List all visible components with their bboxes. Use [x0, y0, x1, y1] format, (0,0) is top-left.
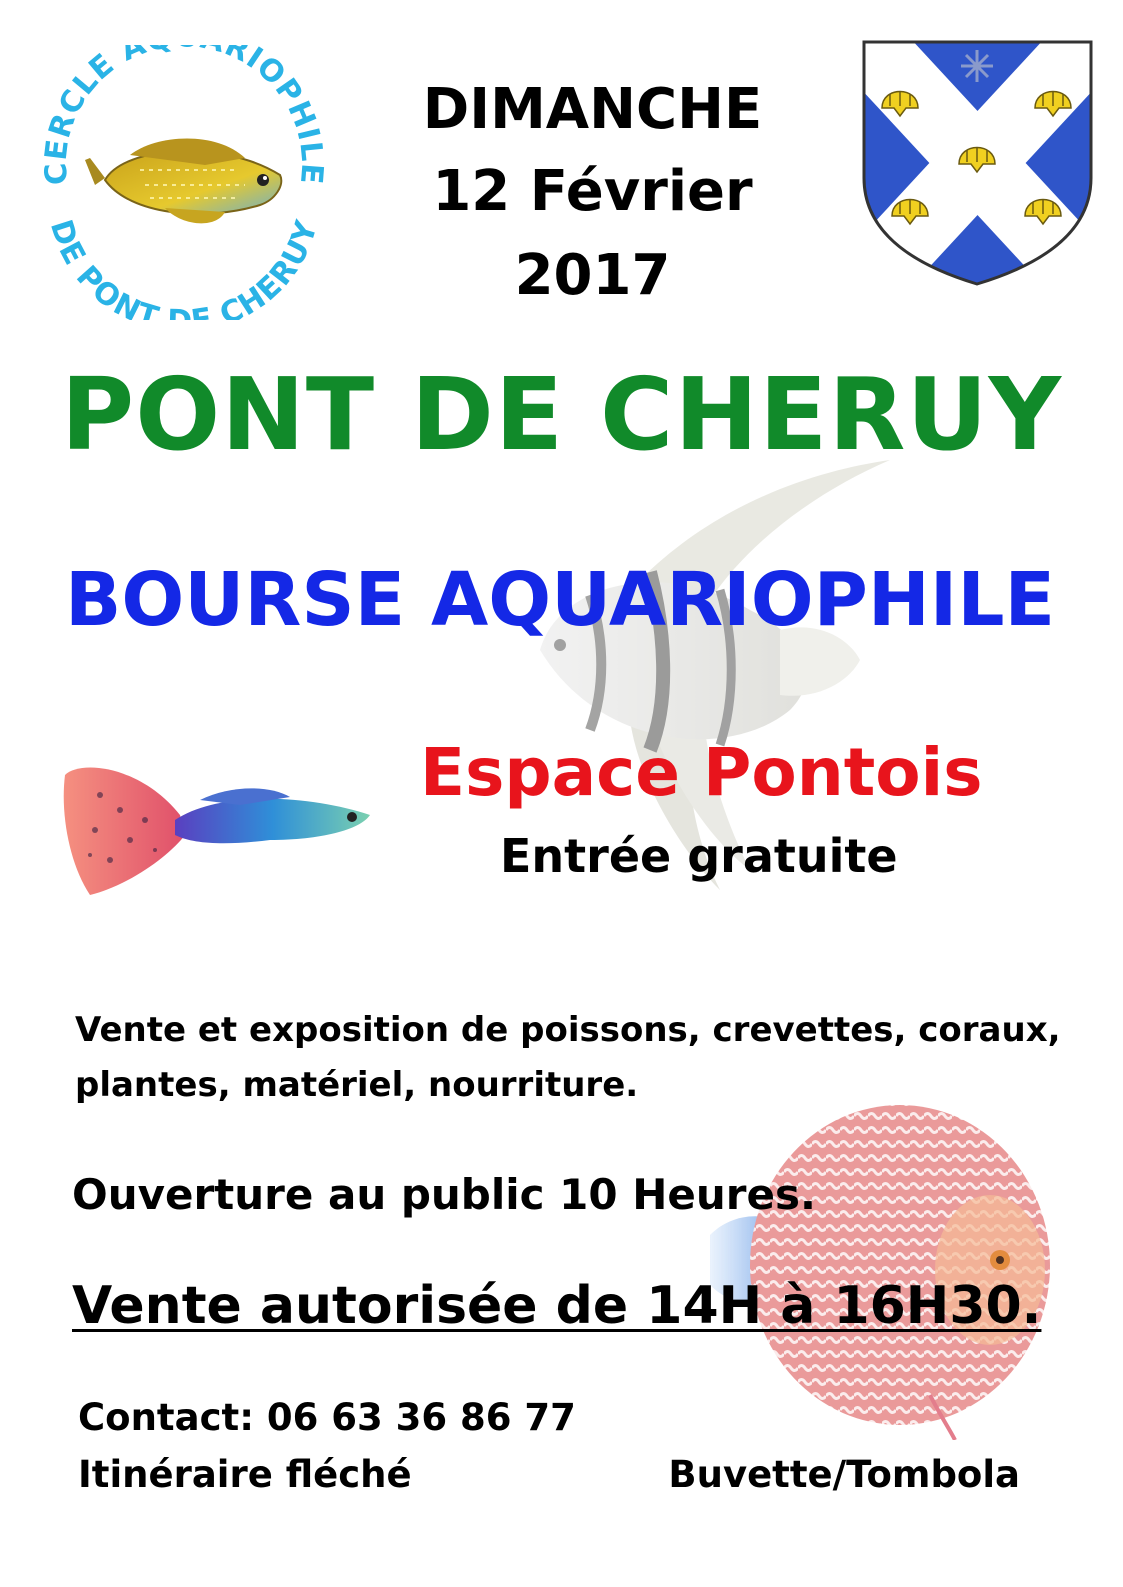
event-day: DIMANCHE	[422, 77, 763, 142]
event-description: Vente et exposition de poissons, crevettes, coraux, plantes, matériel, nourriture.	[75, 1010, 1061, 1105]
club-logo	[30, 45, 340, 320]
town-title: PONT DE CHERUY	[60, 356, 1063, 473]
opening-hours: Ouverture au public 10 Heures.	[72, 1170, 816, 1219]
cichlid-fish-icon	[85, 138, 281, 223]
event-title: BOURSE AQUARIOPHILE	[64, 557, 1056, 643]
logo-ring-text-bottom: DE PONT CHERUY	[42, 215, 326, 320]
event-date	[345, 70, 840, 318]
coat-of-arms-shield-icon	[860, 38, 1095, 288]
guppy-fish-icon	[60, 755, 380, 900]
contact-phone: Contact: 06 63 36 86 77	[78, 1396, 576, 1439]
sales-hours: Vente autorisée de 14H à 16H30.	[72, 1276, 1042, 1336]
extras-note: Buvette/Tombola	[668, 1453, 1020, 1496]
itinerary-note: Itinéraire fléché	[78, 1453, 412, 1496]
event-date-full: 12 Février 2017	[432, 159, 753, 308]
venue-name: Espace Pontois	[420, 734, 983, 811]
logo-ring-text-top: CERCLE A RIOPHILE	[38, 45, 330, 187]
svg-text:DE PONT DE CHERUY	[43, 216, 325, 320]
admission-info: Entrée gratuite	[500, 829, 898, 883]
discus-fish-icon	[700, 1095, 1060, 1440]
